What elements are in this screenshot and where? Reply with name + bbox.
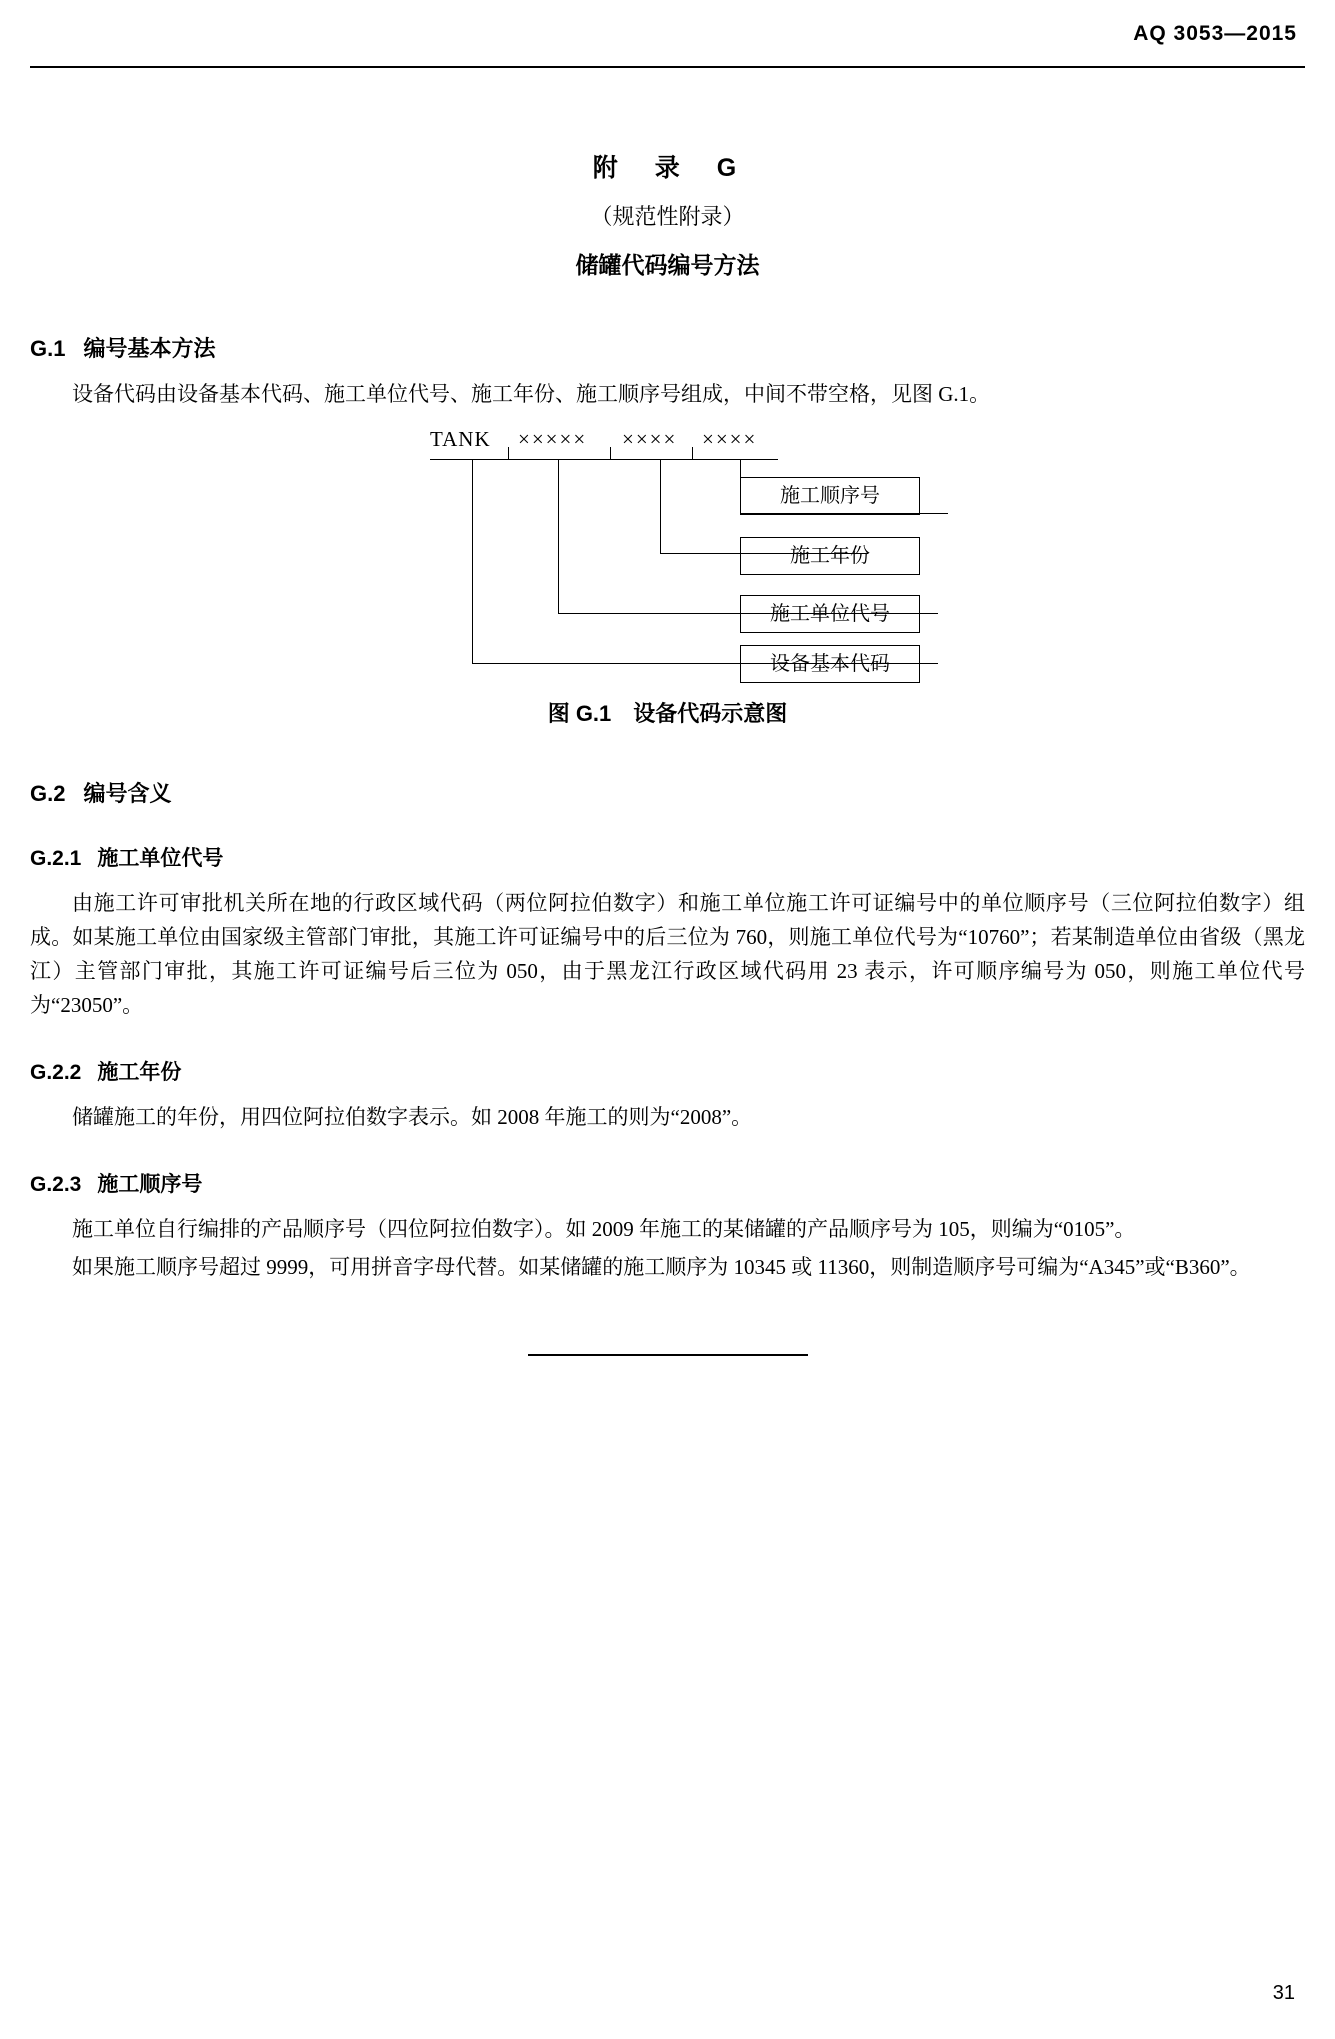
paragraph-g1: 设备代码由设备基本代码、施工单位代号、施工年份、施工顺序号组成，中间不带空格，见图 G.1。 xyxy=(72,382,991,406)
section-title-g1: 编号基本方法 xyxy=(83,336,216,361)
figure-caption: 图 G.1 设备代码示意图 xyxy=(547,701,788,727)
annex-name: 储罐代码编号方法 xyxy=(575,252,760,278)
section-heading-g2 xyxy=(30,777,1305,808)
page-number: 31 xyxy=(1272,1982,1295,2004)
annex-subtitle: （规范性附录） xyxy=(590,204,745,229)
figure-group-separator-2 xyxy=(610,447,611,459)
figure-group-separator-1 xyxy=(508,447,509,459)
header-divider xyxy=(30,66,1305,68)
figure-leader-year-horizontal xyxy=(660,553,868,554)
section-number-g23: G.2.3 xyxy=(30,1173,82,1197)
paragraph-g23-2: 如果施工顺序号超过 9999，可用拼音字母代替。如某储罐的施工顺序为 10345 或 11360，则制造顺序号可编为“A345”或“B360”。 xyxy=(72,1255,1251,1280)
section-title-g23: 施工顺序号 xyxy=(97,1173,203,1197)
section-number-g1: G.1 xyxy=(30,336,66,361)
section-title-g22: 施工年份 xyxy=(97,1061,182,1085)
section-number-g22: G.2.2 xyxy=(30,1061,82,1085)
figure-leader-base-vertical xyxy=(472,459,473,663)
figure-leader-seq-horizontal xyxy=(740,513,948,514)
figure-code-group1: ××××× xyxy=(518,427,588,452)
figure-leader-unit-horizontal xyxy=(558,613,938,614)
figure-code-group3: ×××× xyxy=(702,427,758,452)
figure-label-year: 施工年份 xyxy=(740,537,920,575)
section-title-g2: 编号含义 xyxy=(83,781,172,807)
figure-leader-year-vertical xyxy=(660,459,661,553)
page-content xyxy=(30,100,1305,1356)
figure-label-unit: 施工单位代号 xyxy=(740,595,920,633)
section-heading-g23 xyxy=(30,1168,1305,1198)
figure-code-base: TANK xyxy=(430,427,491,452)
figure-group-separator-3 xyxy=(692,447,693,459)
section-number-g21: G.2.1 xyxy=(30,847,82,871)
figure-code-group2: ×××× xyxy=(622,427,678,452)
section-title-g21: 施工单位代号 xyxy=(97,847,224,871)
section-heading-g21 xyxy=(30,842,1305,872)
section-heading-g22 xyxy=(30,1056,1305,1086)
figure-code-underline xyxy=(430,459,778,460)
paragraph-g23-1: 施工单位自行编排的产品顺序号（四位阿拉伯数字）。如 2009 年施工的某储罐的产品顺序号为 105，则编为“0105”。 xyxy=(72,1217,1136,1242)
section-end-divider xyxy=(528,1354,808,1356)
figure-label-base: 设备基本代码 xyxy=(740,645,920,683)
page-header-standard-id: AQ 3053—2015 xyxy=(1133,22,1297,45)
annex-title: 附 录 G xyxy=(592,154,743,182)
figure-g1 xyxy=(30,425,1305,725)
figure-label-seq: 施工顺序号 xyxy=(740,477,920,515)
figure-leader-unit-vertical xyxy=(558,459,559,613)
section-heading-g1 xyxy=(30,332,1305,363)
paragraph-g21: 由施工许可审批机关所在地的行政区域代码（两位阿拉伯数字）和施工单位施工许可证编号中的单位顺序号（三位阿拉伯数字）组成。如某施工单位由国家级主管部门审批，其施工许可证编号中的后三位为 760，则施工单位代号为“10760”；若某制造单位由省级（黑龙江）主管部门审批，其施工许可证编号后三位为 050，由于黑龙江行政区域代码用 23 表示，许可顺序编号为 050，则施工单位代号为“23050”。 xyxy=(30,891,1305,1018)
section-number-g2: G.2 xyxy=(30,781,66,807)
figure-leader-base-horizontal xyxy=(472,663,938,664)
paragraph-g22: 储罐施工的年份，用四位阿拉伯数字表示。如 2008 年施工的则为“2008”。 xyxy=(72,1105,753,1130)
